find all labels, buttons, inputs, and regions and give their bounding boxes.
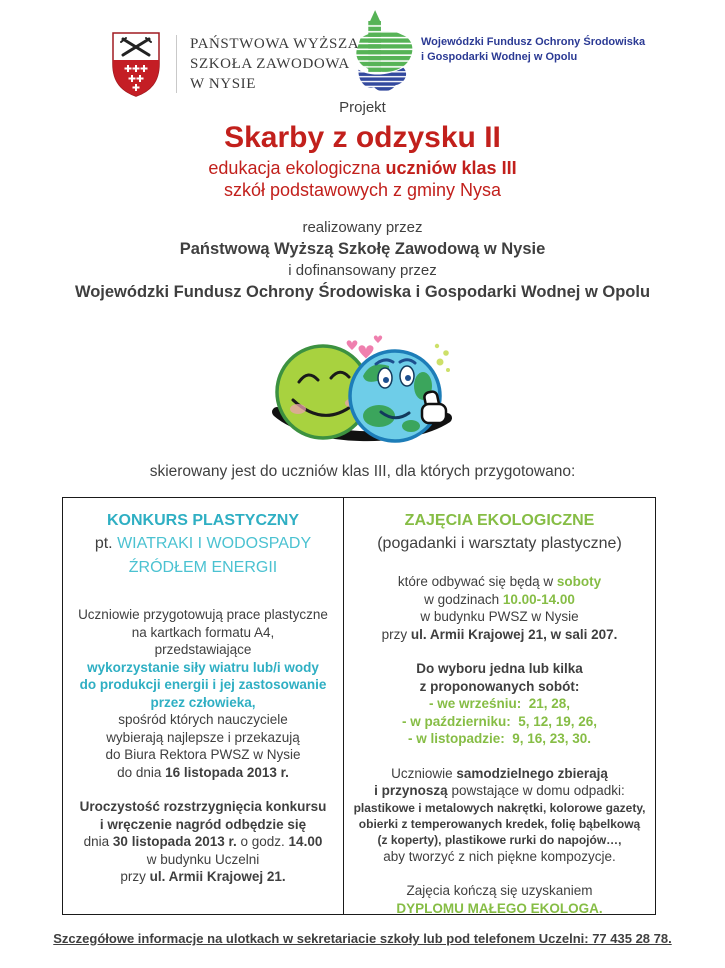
dates-october: - w październiku: 5, 12, 19, 26,: [401, 713, 598, 729]
dots-decoration: [434, 344, 449, 372]
spacer: [71, 580, 335, 597]
ceremony-date-prefix: dnia: [83, 834, 113, 849]
choice-line: z proponowanych sobót:: [419, 678, 580, 694]
classes-when-line: [352, 573, 647, 591]
spacer: [352, 748, 647, 765]
wfosigw-logo: [341, 8, 645, 100]
classes-cell: [344, 498, 655, 914]
wfosigw-name-line2: i Gospodarki Wodnej w Opolu: [421, 51, 578, 63]
subtitle-line2: szkół podstawowych z gminy Nysa: [223, 180, 502, 200]
wfosigw-name-line1: Wojewódzki Fundusz Ochrony Środowiska: [421, 36, 646, 48]
pwsz-name-line1: PAŃSTWOWA WYŻSZA: [190, 36, 360, 52]
pwsz-name: [190, 34, 359, 94]
compose-line: aby tworzyć z nich piękne kompozycje.: [383, 848, 616, 864]
spacer: [0, 201, 725, 217]
realizer-name: Państwową Wyższą Szkołę Zawodową w Nysie: [179, 240, 546, 258]
spacer: [71, 781, 335, 798]
pwsz-name-line3: W NYSIE: [190, 76, 257, 92]
materials-line: plastikowe i metalowych nakrętki, kolorowe gazety,: [353, 800, 646, 815]
ceremony-date-line: [71, 833, 335, 851]
contest-subtitle-line1: [71, 532, 335, 556]
subtitle-regular: edukacja ekologiczna: [208, 158, 386, 178]
ceremony-place-line: w budynku Uczelni: [146, 851, 260, 867]
program-table: [62, 497, 656, 915]
classes-address-prefix: przy: [381, 626, 411, 642]
audience-line: skierowany jest do uczniów klas III, dla których przygotowano:: [149, 463, 576, 480]
contest-deadline-line: [71, 764, 335, 782]
choice-line: Do wyboru jedna lub kilka: [416, 661, 583, 676]
project-label: Projekt: [339, 99, 386, 116]
deadline-prefix: do dnia: [117, 764, 166, 780]
contest-text-line: spośród których nauczyciele: [118, 712, 288, 727]
collect-line1: [352, 765, 647, 783]
dates-september: - we wrześniu: 21, 28,: [428, 696, 571, 711]
diploma-line2: DYPLOMU MAŁEGO EKOLOGA.: [396, 900, 603, 916]
spacer: [352, 556, 647, 573]
ceremony-address-line: [71, 868, 335, 886]
page-title: Skarby z odzysku II: [224, 121, 501, 154]
collect-prefix: Uczniowie: [391, 765, 457, 781]
cofinanced-by-label: i dofinansowany przez: [288, 262, 437, 279]
classes-address-line: [352, 626, 647, 644]
collect-line2: [352, 782, 647, 800]
realized-by-label: realizowany przez: [302, 219, 423, 236]
spacer: [352, 865, 647, 882]
contest-subtitle-line2: ŹRÓDŁEM ENERGII: [128, 559, 278, 576]
contest-text-line: wybierają najlepsze i przekazują: [106, 729, 300, 745]
contest-cell: [63, 498, 344, 914]
address-prefix: przy: [120, 869, 150, 884]
dates-november: - w listopadzie: 9, 16, 23, 30.: [407, 731, 592, 746]
cofinancer-name: Wojewódzki Fundusz Ochrony Środowiska i Gospodarki Wodnej w Opolu: [74, 283, 651, 301]
wfosigw-map-icon: [341, 8, 417, 100]
collect-suffix: powstające w domu odpadki:: [447, 783, 625, 798]
pwsz-logo: [110, 30, 359, 98]
address: ul. Armii Krajowej 21.: [149, 869, 286, 884]
contest-pt-label: pt.: [94, 535, 118, 552]
deadline-date: 16 listopada 2013 r.: [165, 764, 289, 780]
spacer: [71, 597, 335, 606]
contest-text-line: do Biura Rektora PWSZ w Nysie: [105, 747, 301, 762]
collect-bold1: samodzielnego zbierają: [456, 765, 608, 781]
wfosigw-name: [421, 35, 645, 100]
contest-theme-line: przez człowieka,: [150, 694, 256, 710]
contest-text-line: na kartkach formatu A4,: [131, 624, 275, 640]
subtitle-bold: uczniów klas III: [385, 158, 517, 178]
classes-hours-line: [352, 591, 647, 609]
classes-place-line: w budynku PWSZ w Nysie: [420, 609, 579, 624]
hours-prefix: w godzinach: [424, 591, 503, 607]
ceremony-hour: 14.00: [288, 834, 323, 849]
footer-note-text: Szczegółowe informacje na ulotkach w sekretariacie szkoły lub pod telefonem Uczelni: 77 435 28 78.: [53, 931, 672, 946]
ceremony-date: 30 listopada 2013 r.: [112, 834, 237, 849]
materials-line: obierki z temperowanych kredek, folię bąbelkową: [358, 816, 641, 831]
pwsz-name-line2: SZKOŁA ZAWODOWA: [190, 56, 350, 72]
hours-value: 10.00-14.00: [502, 591, 575, 607]
thumbs-up-glove: [422, 391, 446, 423]
logo-divider: [176, 35, 177, 93]
ceremony-line: Uroczystość rozstrzygnięcia konkursu: [79, 799, 327, 814]
ceremony-line: i wręczenie nagród odbędzie się: [99, 816, 307, 832]
footer-note: [0, 931, 725, 946]
pwsz-crest-icon: [110, 30, 162, 98]
contest-theme-line: do produkcji energii i jej zastosowanie: [79, 677, 327, 692]
collect-bold2: i przynoszą: [374, 783, 448, 798]
classes-address: ul. Armii Krajowej 21, w sali 207.: [410, 626, 618, 642]
contest-text-line: Uczniowie przygotowują prace plastyczne: [78, 607, 328, 622]
subtitle-line1: [0, 157, 725, 179]
contest-title: KONKURS PLASTYCZNY: [106, 512, 299, 529]
when-day: soboty: [556, 574, 602, 589]
diploma-line1: Zajęcia kończą się uzyskaniem: [406, 883, 593, 898]
classes-subtitle: (pogadanki i warsztaty plastyczne): [377, 535, 622, 552]
classes-title: ZAJĘCIA EKOLOGICZNE: [404, 512, 595, 529]
contest-text-line: przedstawiające: [154, 642, 252, 657]
spacer: [352, 643, 647, 660]
contest-theme-line: wykorzystanie siły wiatru lub/i wody: [87, 659, 319, 675]
when-prefix: które odbywać się będą w: [397, 574, 557, 589]
materials-line: (z koperty), plastikowe rurki do napojów…,: [377, 832, 622, 847]
contest-subtitle-name1: WIATRAKI I WODOSPADY: [117, 535, 312, 552]
ceremony-hour-prefix: o godz.: [236, 834, 289, 849]
intro-block: [0, 99, 725, 303]
globes-illustration: [265, 332, 461, 446]
